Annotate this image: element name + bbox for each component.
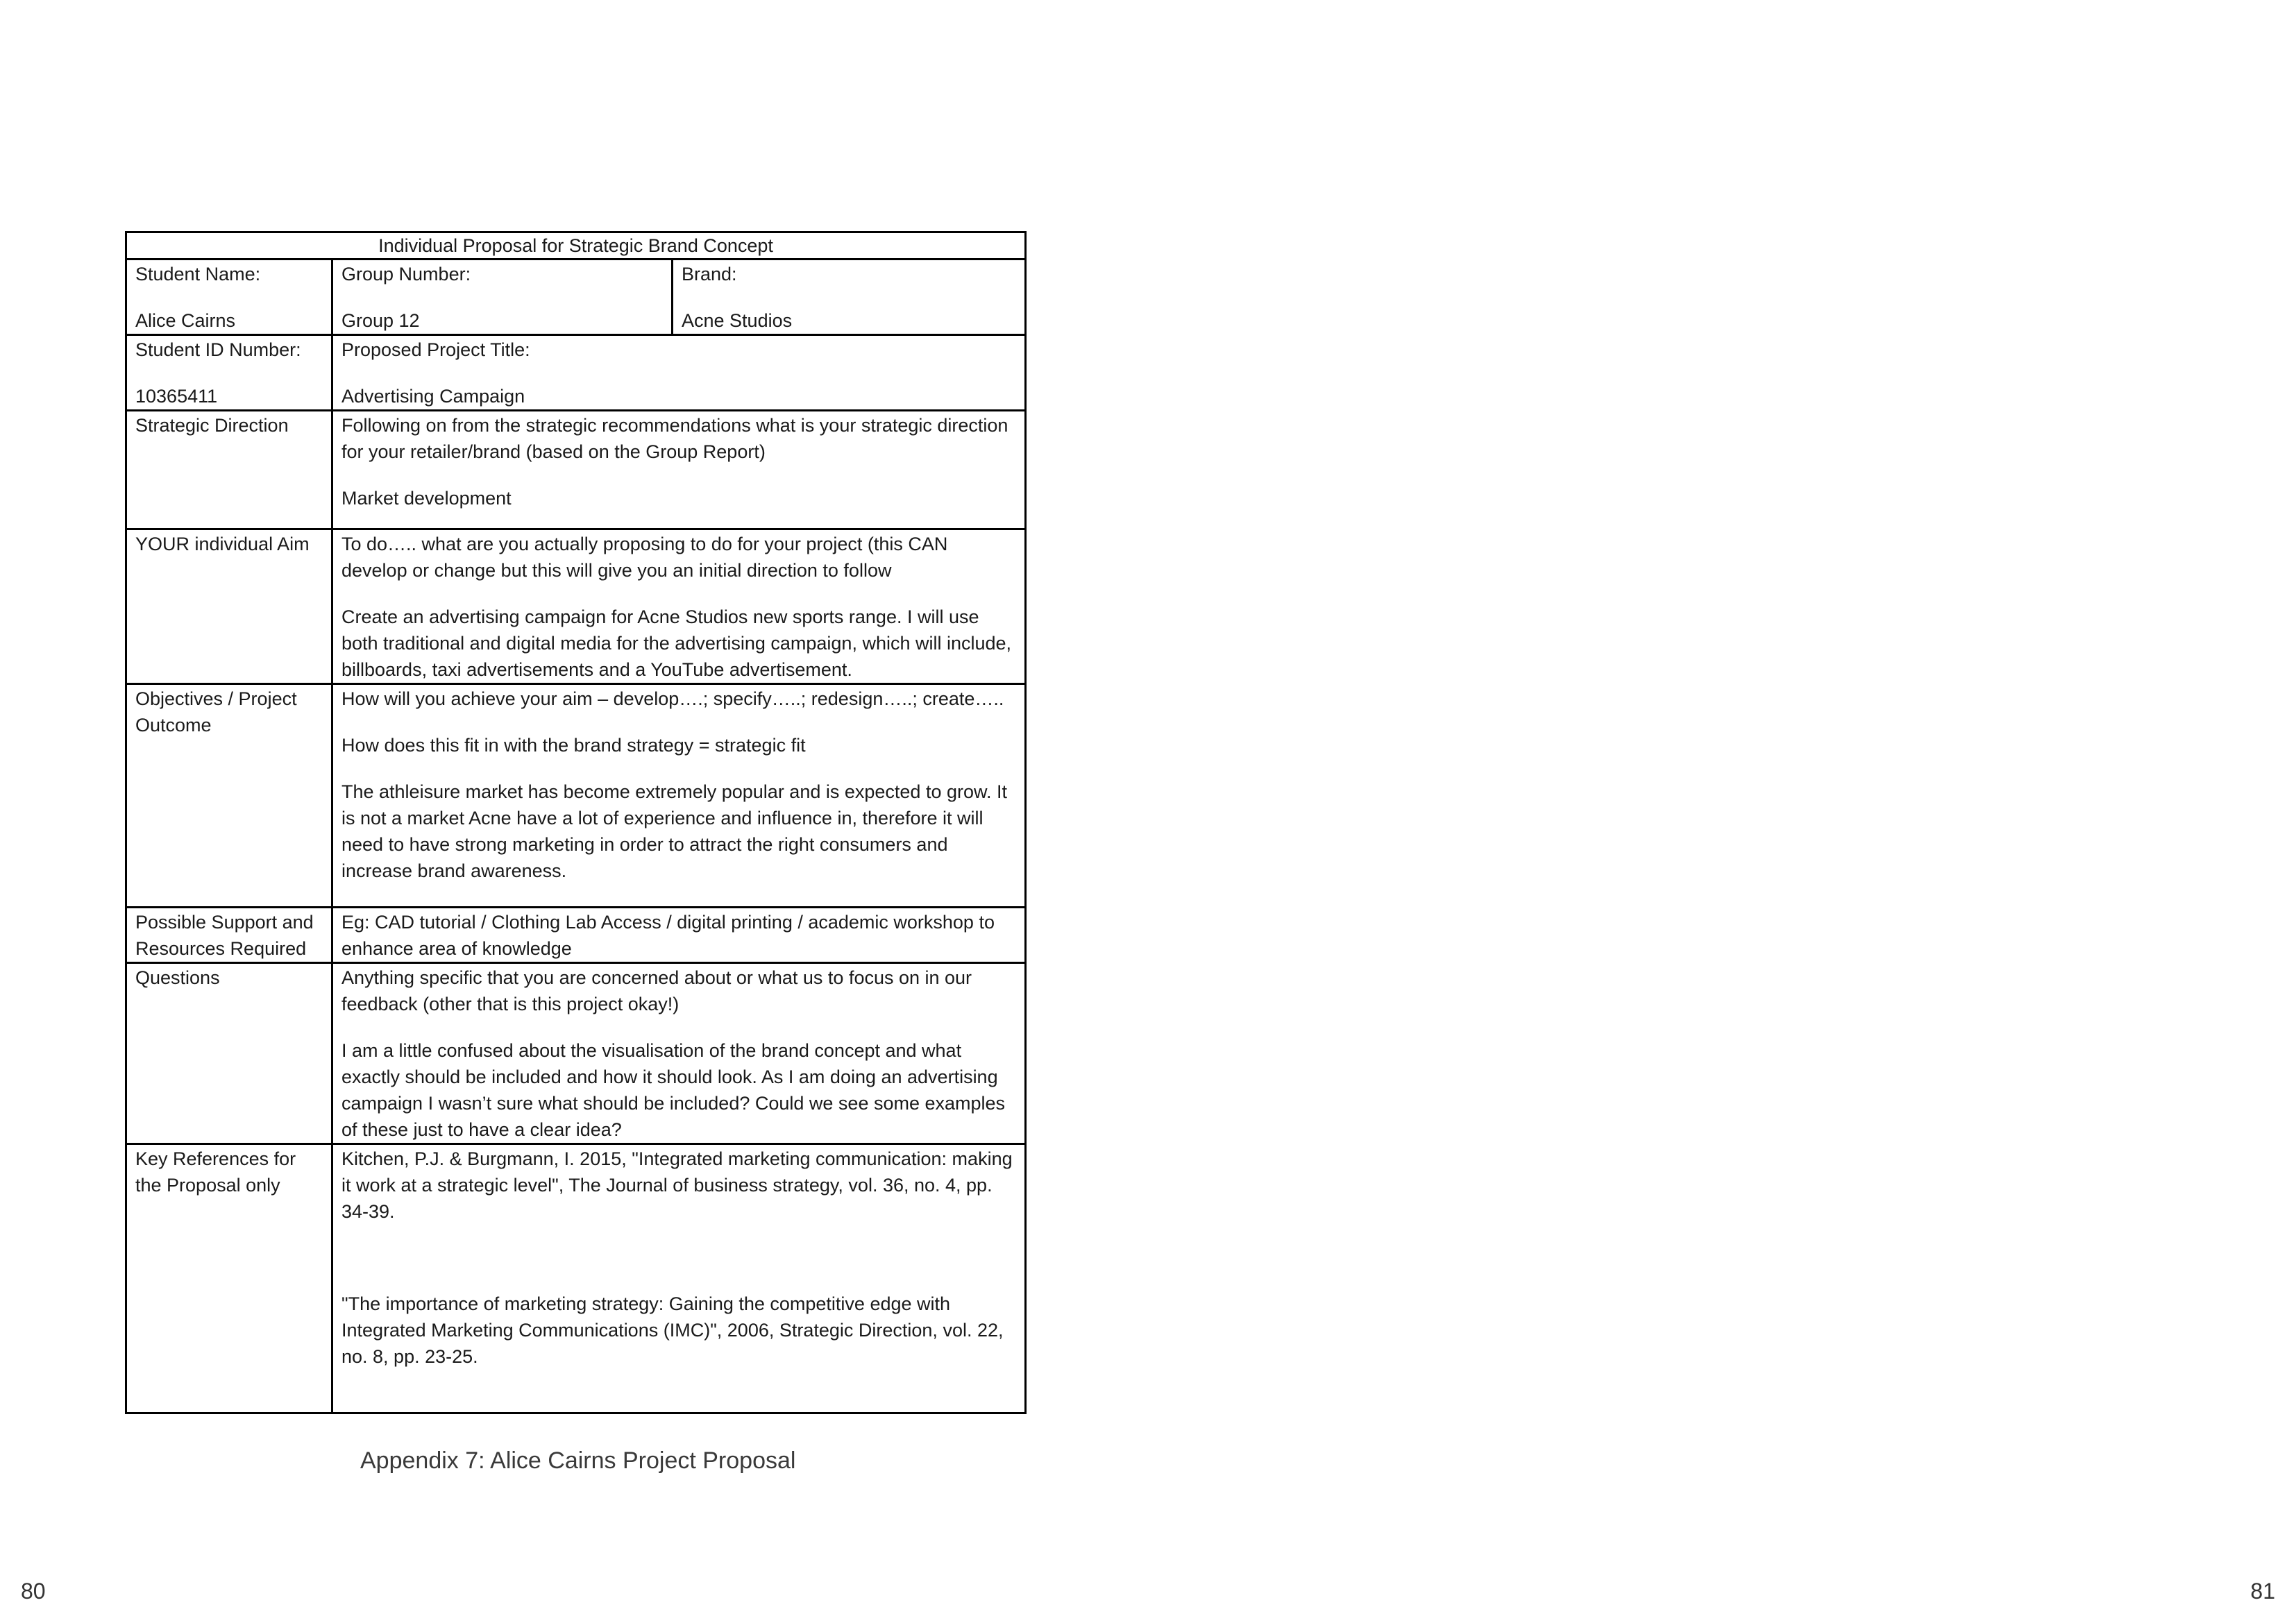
table-title: Individual Proposal for Strategic Brand Concept: [126, 232, 1026, 260]
references-content: [332, 1144, 1026, 1413]
strategic-direction-prompt: Following on from the strategic recommendations what is your strategic direction for your retailer/brand (based on the Group Report): [341, 415, 1008, 462]
aim-answer: Create an advertising campaign for Acne Studios new sports range. I will use both traditional and digital media for the advertising campaign, which will include, billboards, taxi advertisements and a YouTube advertisement.: [341, 606, 1012, 680]
reference-2: "The importance of marketing strategy: Gaining the competitive edge with Integrated Marketing Communications (IMC)", 2006, Strategic Direction, vol. 22, no. 8, pp. 23-25.: [341, 1293, 1004, 1367]
references-label: Key References for the Proposal only: [126, 1144, 332, 1413]
page-number-left: 80: [21, 1579, 46, 1604]
objectives-prompt-fit: How does this fit in with the brand strategy = strategic fit: [341, 735, 806, 756]
project-title-cell: [332, 335, 1026, 411]
group-number-label: Group Number:: [341, 264, 471, 284]
group-number-value: Group 12: [341, 310, 420, 331]
reference-1: Kitchen, P.J. & Burgmann, I. 2015, "Integrated marketing communication: making it work at a strategic level", The Journal of business strategy, vol. 36, no. 4, pp. 34-39.: [341, 1148, 1013, 1222]
questions-answer: I am a little confused about the visualisation of the brand concept and what exactly should be included and how it should look. As I am doing an advertising campaign I wasn’t sure what should be included? Could we see some examples of these just to have a clear idea?: [341, 1040, 1006, 1140]
strategic-direction-label: Strategic Direction: [126, 411, 332, 529]
student-id-cell: [126, 335, 332, 411]
aim-content: [332, 529, 1026, 684]
group-number-cell: [332, 260, 673, 335]
page-number-right: 81: [2250, 1579, 2275, 1604]
support-prompt: Eg: CAD tutorial / Clothing Lab Access / digital printing / academic workshop to enhance area of knowledge: [332, 908, 1026, 963]
student-name-value: Alice Cairns: [135, 310, 236, 331]
questions-label: Questions: [126, 963, 332, 1144]
student-id-label: Student ID Number:: [135, 339, 301, 360]
student-name-cell: [126, 260, 332, 335]
questions-prompt: Anything specific that you are concerned about or what us to focus on in our feedback (other that is this project okay!): [341, 967, 972, 1014]
objectives-content: [332, 684, 1026, 908]
brand-cell: [673, 260, 1026, 335]
objectives-prompt: How will you achieve your aim – develop….; specify…..; redesign…..; create…..: [341, 688, 1004, 709]
support-label: Possible Support and Resources Required: [126, 908, 332, 963]
brand-value: Acne Studios: [682, 310, 793, 331]
proposal-table: [125, 231, 1027, 1414]
student-id-value: 10365411: [135, 386, 218, 407]
aim-label: YOUR individual Aim: [126, 529, 332, 684]
strategic-direction-content: [332, 411, 1026, 529]
project-title-label: Proposed Project Title:: [341, 339, 530, 360]
aim-prompt: To do….. what are you actually proposing to do for your project (this CAN develop or change but this will give you an initial direction to follow: [341, 534, 948, 581]
figure-caption: Appendix 7: Alice Cairns Project Proposal: [360, 1447, 796, 1474]
objectives-label: Objectives / Project Outcome: [126, 684, 332, 908]
student-name-label: Student Name:: [135, 264, 261, 284]
objectives-answer: The athleisure market has become extremely popular and is expected to grow. It is not a market Acne have a lot of experience and influence in, therefore it will need to have strong marketing in order to attract the right consumers and increase brand awareness.: [341, 781, 1008, 881]
questions-content: [332, 963, 1026, 1144]
brand-label: Brand:: [682, 264, 737, 284]
project-title-value: Advertising Campaign: [341, 386, 525, 407]
strategic-direction-answer: Market development: [341, 488, 512, 509]
